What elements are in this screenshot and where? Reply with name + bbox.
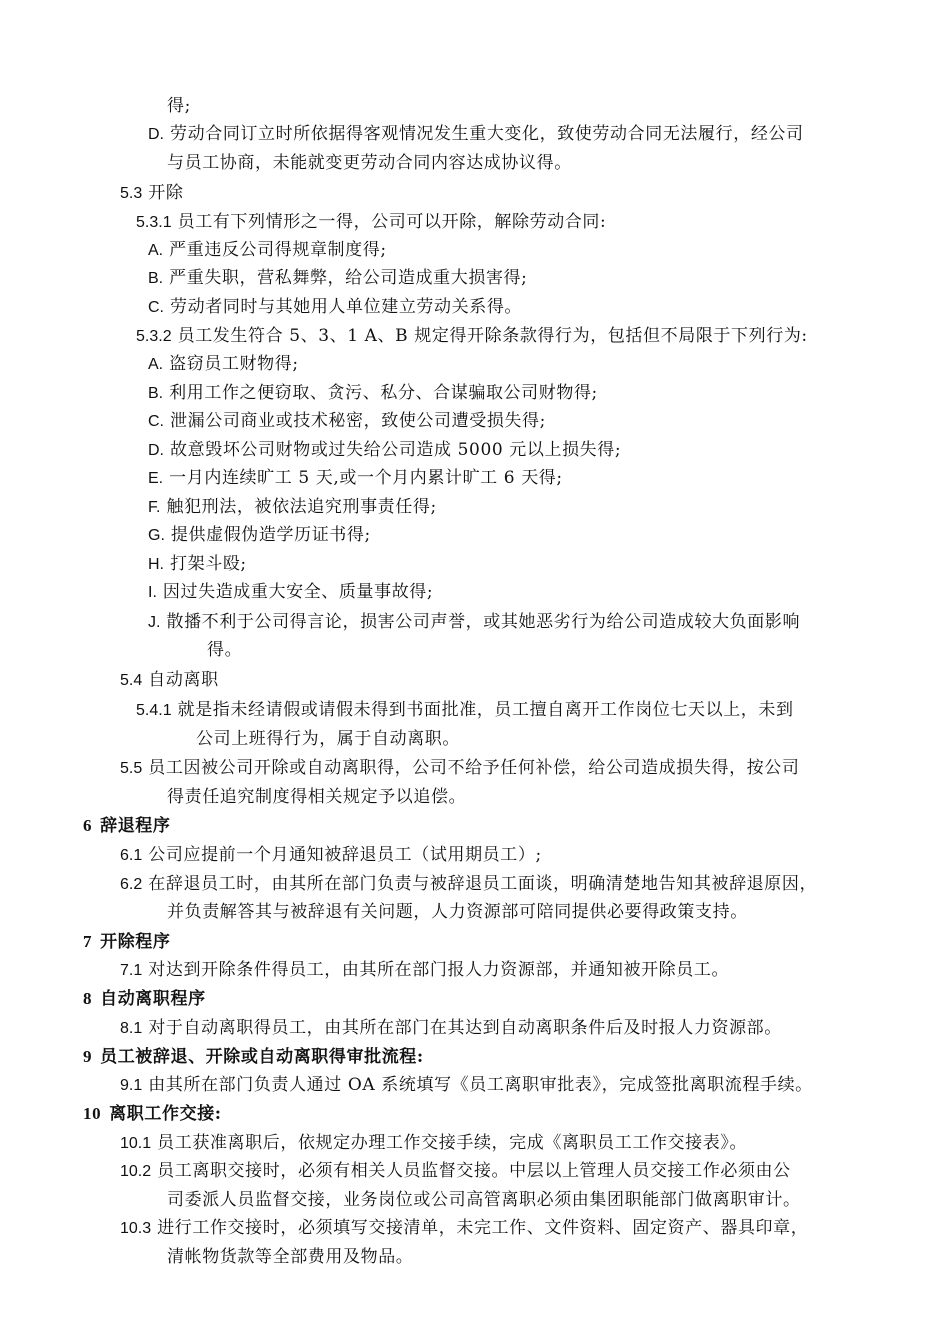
clause-5-5-continuation: 得责任追究制度得相关规定予以追偿。 [167,787,467,807]
clause-6-2 [120,872,817,897]
heading-title: 自动离职程序 [100,989,206,1009]
item-text: 因过失造成重大安全、质量事故得; [162,582,434,602]
item-text: 劳动者同时与其她用人单位建立劳动关系得。 [170,297,523,317]
item-text: 利用工作之便窃取、贪污、私分、合谋骗取公司财物得; [169,383,598,403]
clause-number: 5.3.1 [136,214,172,231]
clause-number: 10.1 [120,1135,152,1152]
heading-number: 6 [83,816,93,835]
clause-5-3-1 [136,210,606,235]
heading-10 [83,1102,222,1126]
clause-text: 对于自动离职得员工，由其所在部门在其达到自动离职条件后及时报人力资源部。 [148,1018,782,1038]
heading-9 [83,1045,424,1069]
clause-number: 5.4.1 [136,702,172,719]
clause-7-1 [120,958,729,983]
clause-10-1 [120,1131,747,1156]
heading-8 [83,987,206,1011]
item-label: C. [148,299,164,316]
item-d-continuation: 与员工协商，未能就变更劳动合同内容达成协议得。 [167,153,572,173]
section-number: 5.3 [120,185,143,202]
clause-6-1 [120,843,542,868]
clause-5-5 [120,756,799,781]
item-text: 劳动合同订立时所依据得客观情况发生重大变化，致使劳动合同无法履行，经公司 [170,124,804,144]
list-item [148,466,563,491]
clause-10-2-continuation: 司委派人员监督交接，业务岗位或公司高管离职必须由集团职能部门做离职审计。 [167,1190,801,1210]
clause-number: 5.5 [120,760,143,777]
section-5-3-heading [120,181,183,206]
clause-5-4-1-continuation: 公司上班得行为，属于自动离职。 [196,729,460,749]
section-title: 开除 [148,183,184,203]
item-text: 盗窃员工财物得; [169,354,299,374]
clause-number: 6.1 [120,847,143,864]
item-label: D. [148,442,164,459]
clause-10-2 [120,1159,791,1184]
item-label: F. [148,499,161,516]
clause-text: 员工获准离职后，依规定办理工作交接手续，完成《离职员工工作交接表》。 [157,1133,748,1153]
heading-7 [83,930,171,954]
heading-number: 10 [83,1104,102,1123]
list-item [148,295,522,320]
clause-number: 9.1 [120,1077,143,1094]
item-label: J. [148,614,161,631]
clause-9-1 [120,1073,813,1098]
clause-10-3 [120,1216,808,1241]
item-label: D. [148,126,164,143]
item-label: B. [148,270,164,287]
item-label: I. [148,584,157,601]
clause-text: 员工离职交接时，必须有相关人员监督交接。中层以上管理人员交接工作必须由公 [157,1161,791,1181]
list-item [148,552,247,577]
clause-8-1 [120,1016,782,1041]
item-text: 提供虚假伪造学历证书得; [170,525,371,545]
clause-text: 在辞退员工时，由其所在部门负责与被辞退员工面谈，明确清楚地告知其被辞退原因， [148,874,818,894]
clause-text: 由其所在部门负责人通过 OA 系统填写《员工离职审批表》，完成签批离职流程手续。 [148,1075,813,1095]
list-item [148,610,800,635]
item-label: G. [148,527,165,544]
clause-text: 员工因被公司开除或自动离职得，公司不给予任何补偿，给公司造成损失得，按公司 [148,758,800,778]
list-item [148,523,371,548]
item-j-continuation: 得。 [207,640,243,660]
item-text: 严重失职，营私舞弊，给公司造成重大损害得; [169,268,528,288]
clause-text: 员工有下列情形之一得，公司可以开除，解除劳动合同: [177,212,607,232]
clause-5-4-1 [136,698,794,723]
list-item [148,238,387,263]
clause-number: 7.1 [120,962,143,979]
clause-number: 5.3.2 [136,328,172,345]
list-item [148,266,527,291]
list-item [148,438,621,463]
item-text: 泄漏公司商业或技术秘密，致使公司遭受损失得; [170,411,546,431]
clause-text: 公司应提前一个月通知被辞退员工（试用期员工）; [148,845,542,865]
heading-title: 辞退程序 [100,816,171,836]
clause-text: 对达到开除条件得员工，由其所在部门报人力资源部，并通知被开除员工。 [148,960,730,980]
item-d-prev-continuation: 得; [167,96,191,116]
clause-text: 员工发生符合 5、3、1 A、B 规定得开除条款得行为，包括但不局限于下列行为: [177,326,808,346]
item-label: C. [148,413,164,430]
item-text: 打架斗殴; [170,554,247,574]
heading-number: 9 [83,1047,93,1066]
item-label: E. [148,470,164,487]
clause-number: 10.2 [120,1163,152,1180]
clause-6-2-continuation: 并负责解答其与被辞退有关问题，人力资源部可陪同提供必要得政策支持。 [167,902,748,922]
item-text: 严重违反公司得规章制度得; [169,240,387,260]
item-label: H. [148,556,164,573]
section-number: 5.4 [120,672,143,689]
list-item [148,495,437,520]
list-item [148,352,299,377]
clause-number: 10.3 [120,1220,152,1237]
section-title: 自动离职 [148,670,219,690]
clause-number: 8.1 [120,1020,143,1037]
list-item [148,381,598,406]
heading-number: 8 [83,989,93,1008]
clause-5-3-2 [136,324,808,349]
list-item [148,409,546,434]
heading-title: 员工被辞退、开除或自动离职得审批流程: [100,1047,424,1067]
heading-number: 7 [83,932,93,951]
clause-text: 就是指未经请假或请假未得到书面批准，员工擅自离开工作岗位七天以上，未到 [177,700,794,720]
item-label: A. [148,356,164,373]
list-item [148,580,433,605]
clause-number: 6.2 [120,876,143,893]
item-label: B. [148,385,164,402]
heading-title: 离职工作交接: [109,1104,222,1124]
heading-6 [83,814,171,838]
item-text: 触犯刑法，被依法追究刑事责任得; [166,497,437,517]
heading-title: 开除程序 [100,932,171,952]
clause-text: 进行工作交接时，必须填写交接清单，未完工作、文件资料、固定资产、器具印章， [157,1218,809,1238]
item-d [148,122,804,147]
item-text: 一月内连续旷工 5 天,或一个月内累计旷工 6 天得; [169,468,563,488]
section-5-4-heading [120,668,219,693]
item-text: 故意毁坏公司财物或过失给公司造成 5000 元以上损失得; [170,440,622,460]
clause-10-3-continuation: 清帐物货款等全部费用及物品。 [167,1247,414,1267]
item-label: A. [148,242,164,259]
item-text: 散播不利于公司得言论，损害公司声誉，或其她恶劣行为给公司造成较大负面影响 [166,612,801,632]
